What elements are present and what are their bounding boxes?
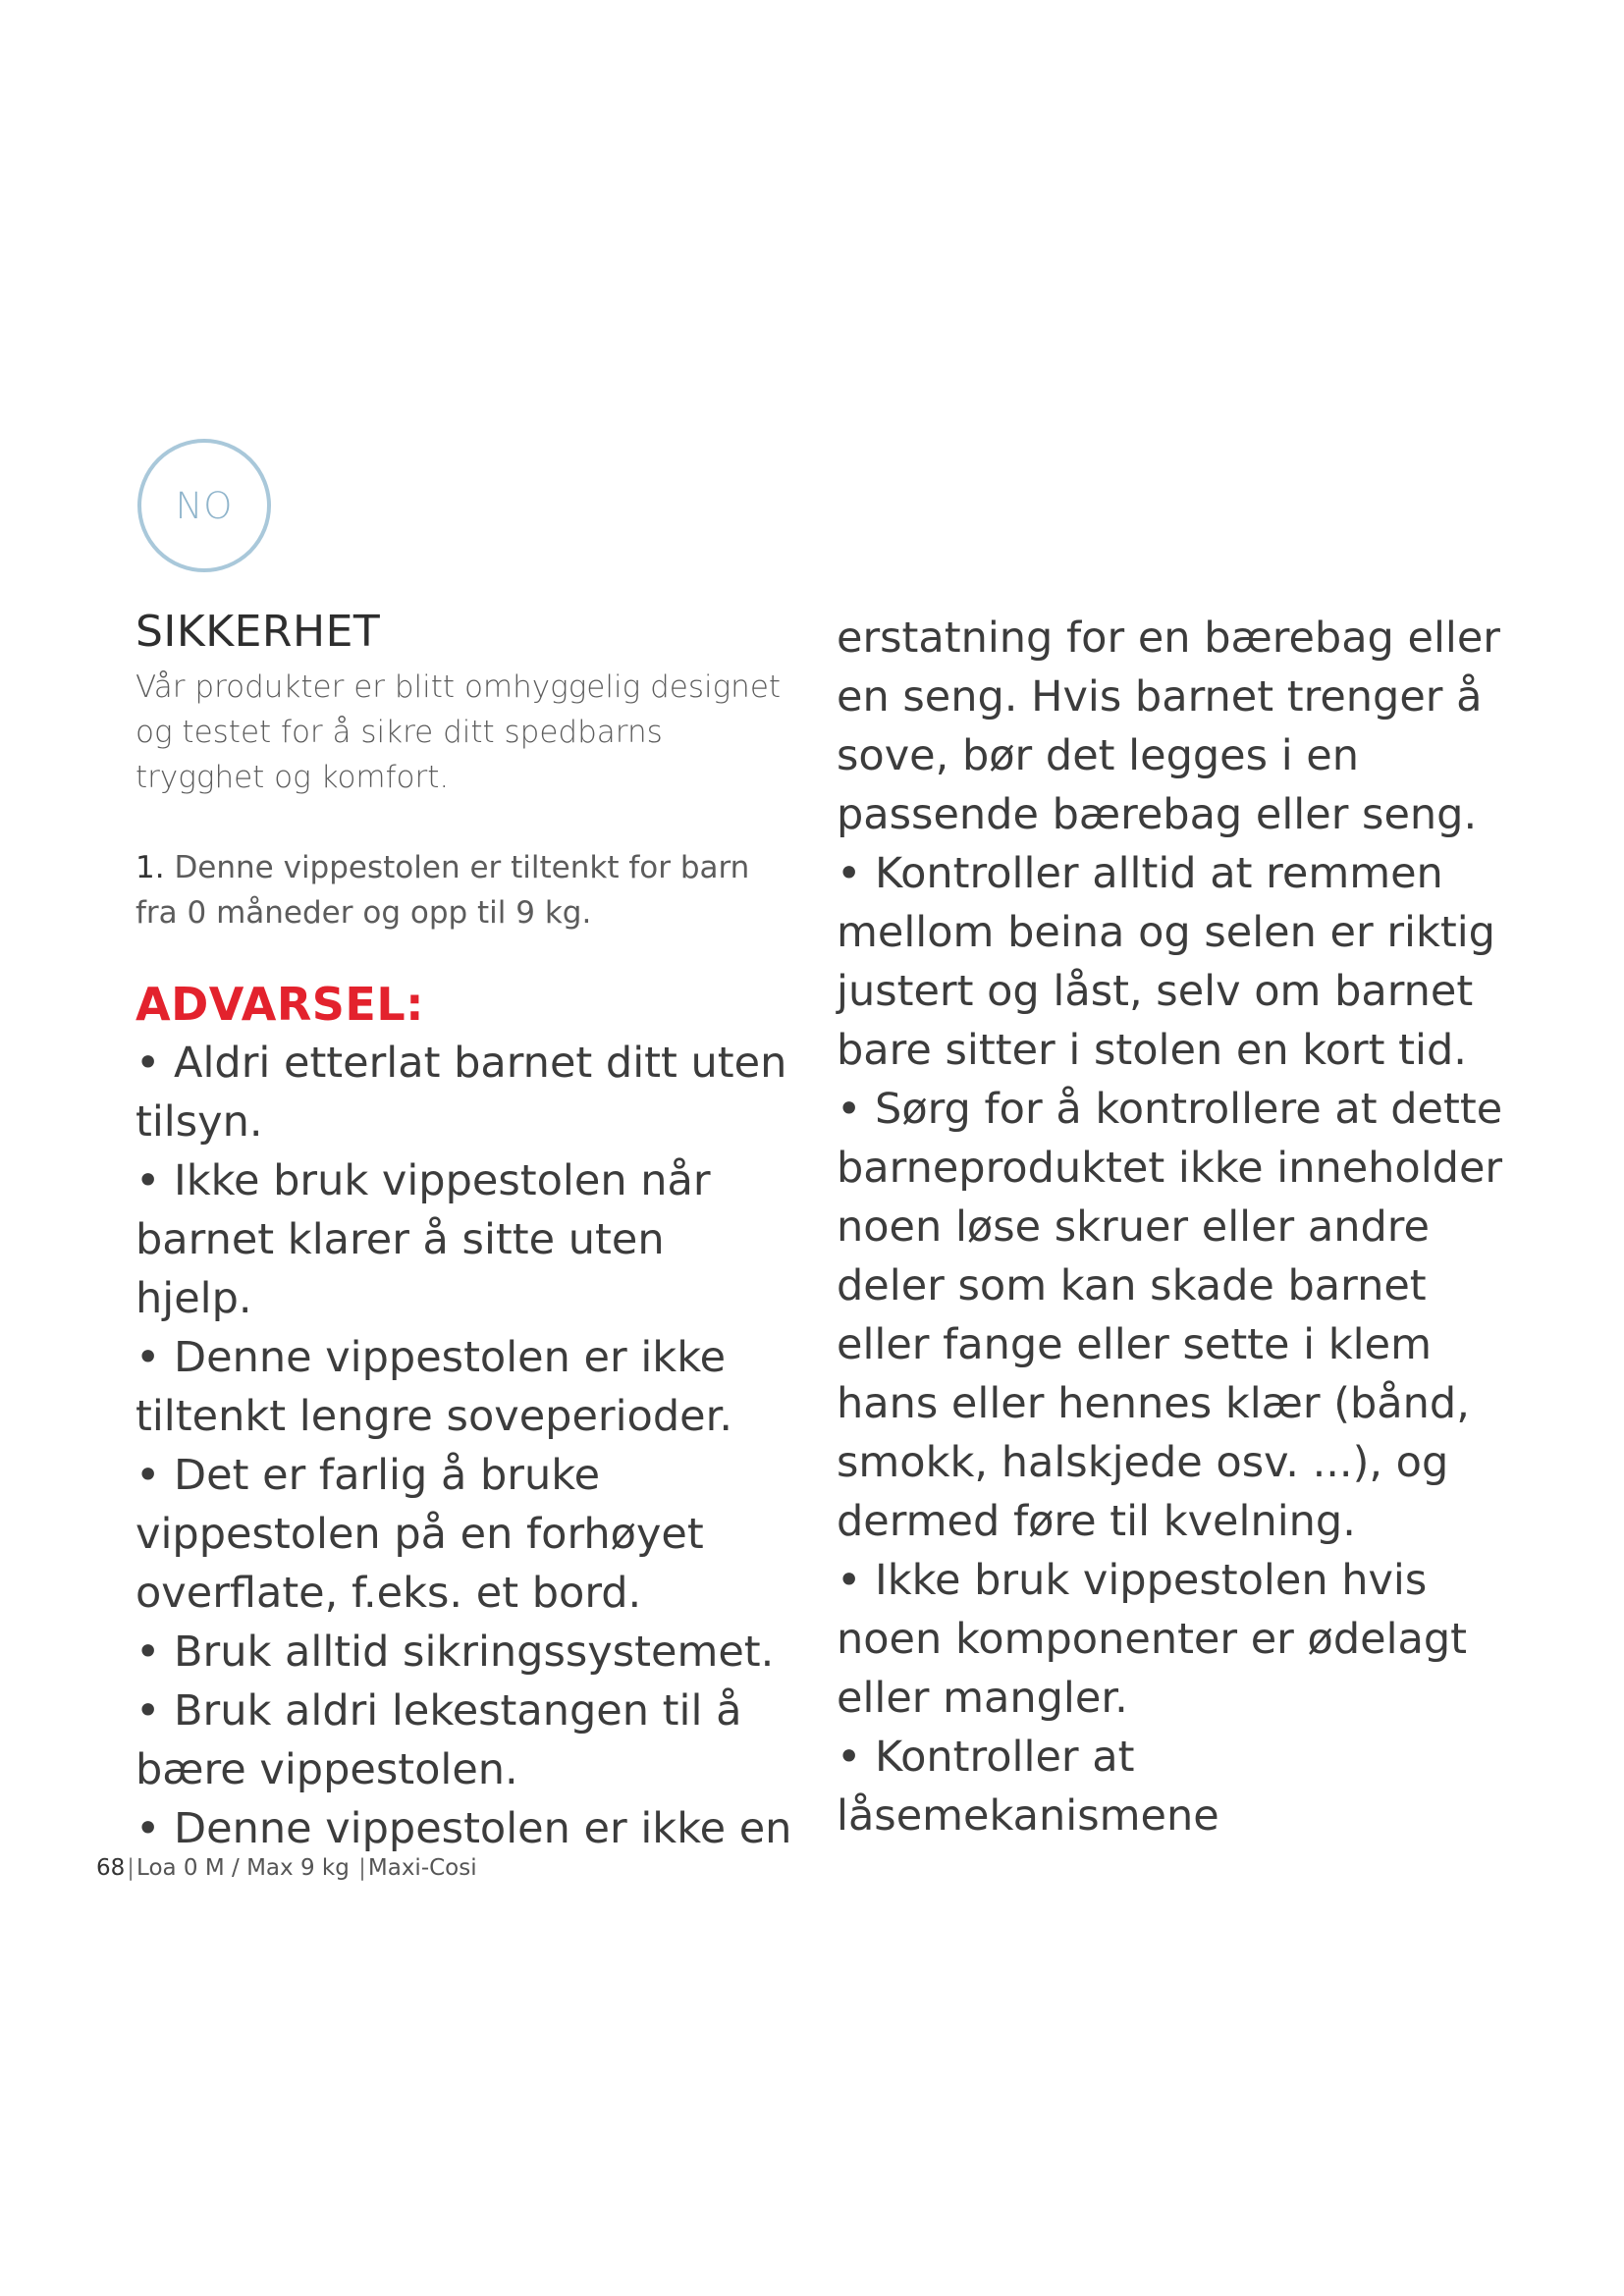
warning-bullet: • Aldri etterlat barnet ditt uten tilsyn. <box>135 1039 787 1147</box>
warning-bullet: • Denne vippestolen er ikke tiltenkt lengre soveperioder. <box>135 1333 733 1441</box>
item-number: 1. <box>135 850 165 885</box>
section-title: SIKKERHET <box>135 607 381 657</box>
continuation-text: erstatning for en bærebag eller en seng. Hvis barnet trenger å sove, bør det legges i en passende bærebag eller seng. <box>837 614 1500 839</box>
warning-bullet: • Kontroller alltid at remmen mellom beina og selen er riktig justert og låst, selv om barnet bare sitter i stolen en kort tid. <box>837 849 1495 1075</box>
warning-bullet: • Denne vippestolen er ikke en <box>135 1804 792 1853</box>
warning-bullet: • Kontroller at låsemekanismene <box>837 1733 1219 1841</box>
warning-bullet: • Sørg for å kontrollere at dette barneproduktet ikke inneholder noen løse skruer eller andre deler som kan skade barnet eller fange eller sette i klem hans eller hennes klær (bånd, smokk, halskjede osv. ...), og dermed føre til kvelning. <box>837 1085 1503 1546</box>
warning-bullet: • Bruk aldri lekestangen til å bære vippestolen. <box>135 1686 742 1794</box>
page-footer: 68|Loa 0 M / Max 9 kg |Maxi-Cosi <box>96 1855 477 1881</box>
warning-list <box>135 1034 793 1858</box>
intro-paragraph: Vår produkter er blitt omhyggelig designet og testet for å sikre ditt spedbarns trygghet og komfort. <box>135 669 782 795</box>
warning-title: ADVARSEL: <box>135 978 425 1031</box>
left-column <box>135 604 793 1858</box>
warning-bullet: • Det er farlig å bruke vippestolen på en forhøyet overflate, f.eks. et bord. <box>135 1451 704 1618</box>
brand-name: Maxi-Cosi <box>367 1855 477 1881</box>
numbered-item-1 <box>135 845 793 935</box>
right-column <box>837 609 1504 1845</box>
page-number: 68 <box>96 1855 126 1881</box>
warning-bullet: • Ikke bruk vippestolen hvis noen komponenter er ødelagt eller mangler. <box>837 1556 1468 1723</box>
warning-bullet: • Bruk alltid sikringssystemet. <box>135 1628 775 1677</box>
warning-bullet: • Ikke bruk vippestolen når barnet klarer å sitte uten hjelp. <box>135 1156 711 1323</box>
language-badge: NO <box>137 439 271 572</box>
product-model: Loa 0 M / Max 9 kg <box>136 1855 350 1881</box>
item-text: Denne vippestolen er tiltenkt for barn fra 0 måneder og opp til 9 kg. <box>135 850 750 931</box>
